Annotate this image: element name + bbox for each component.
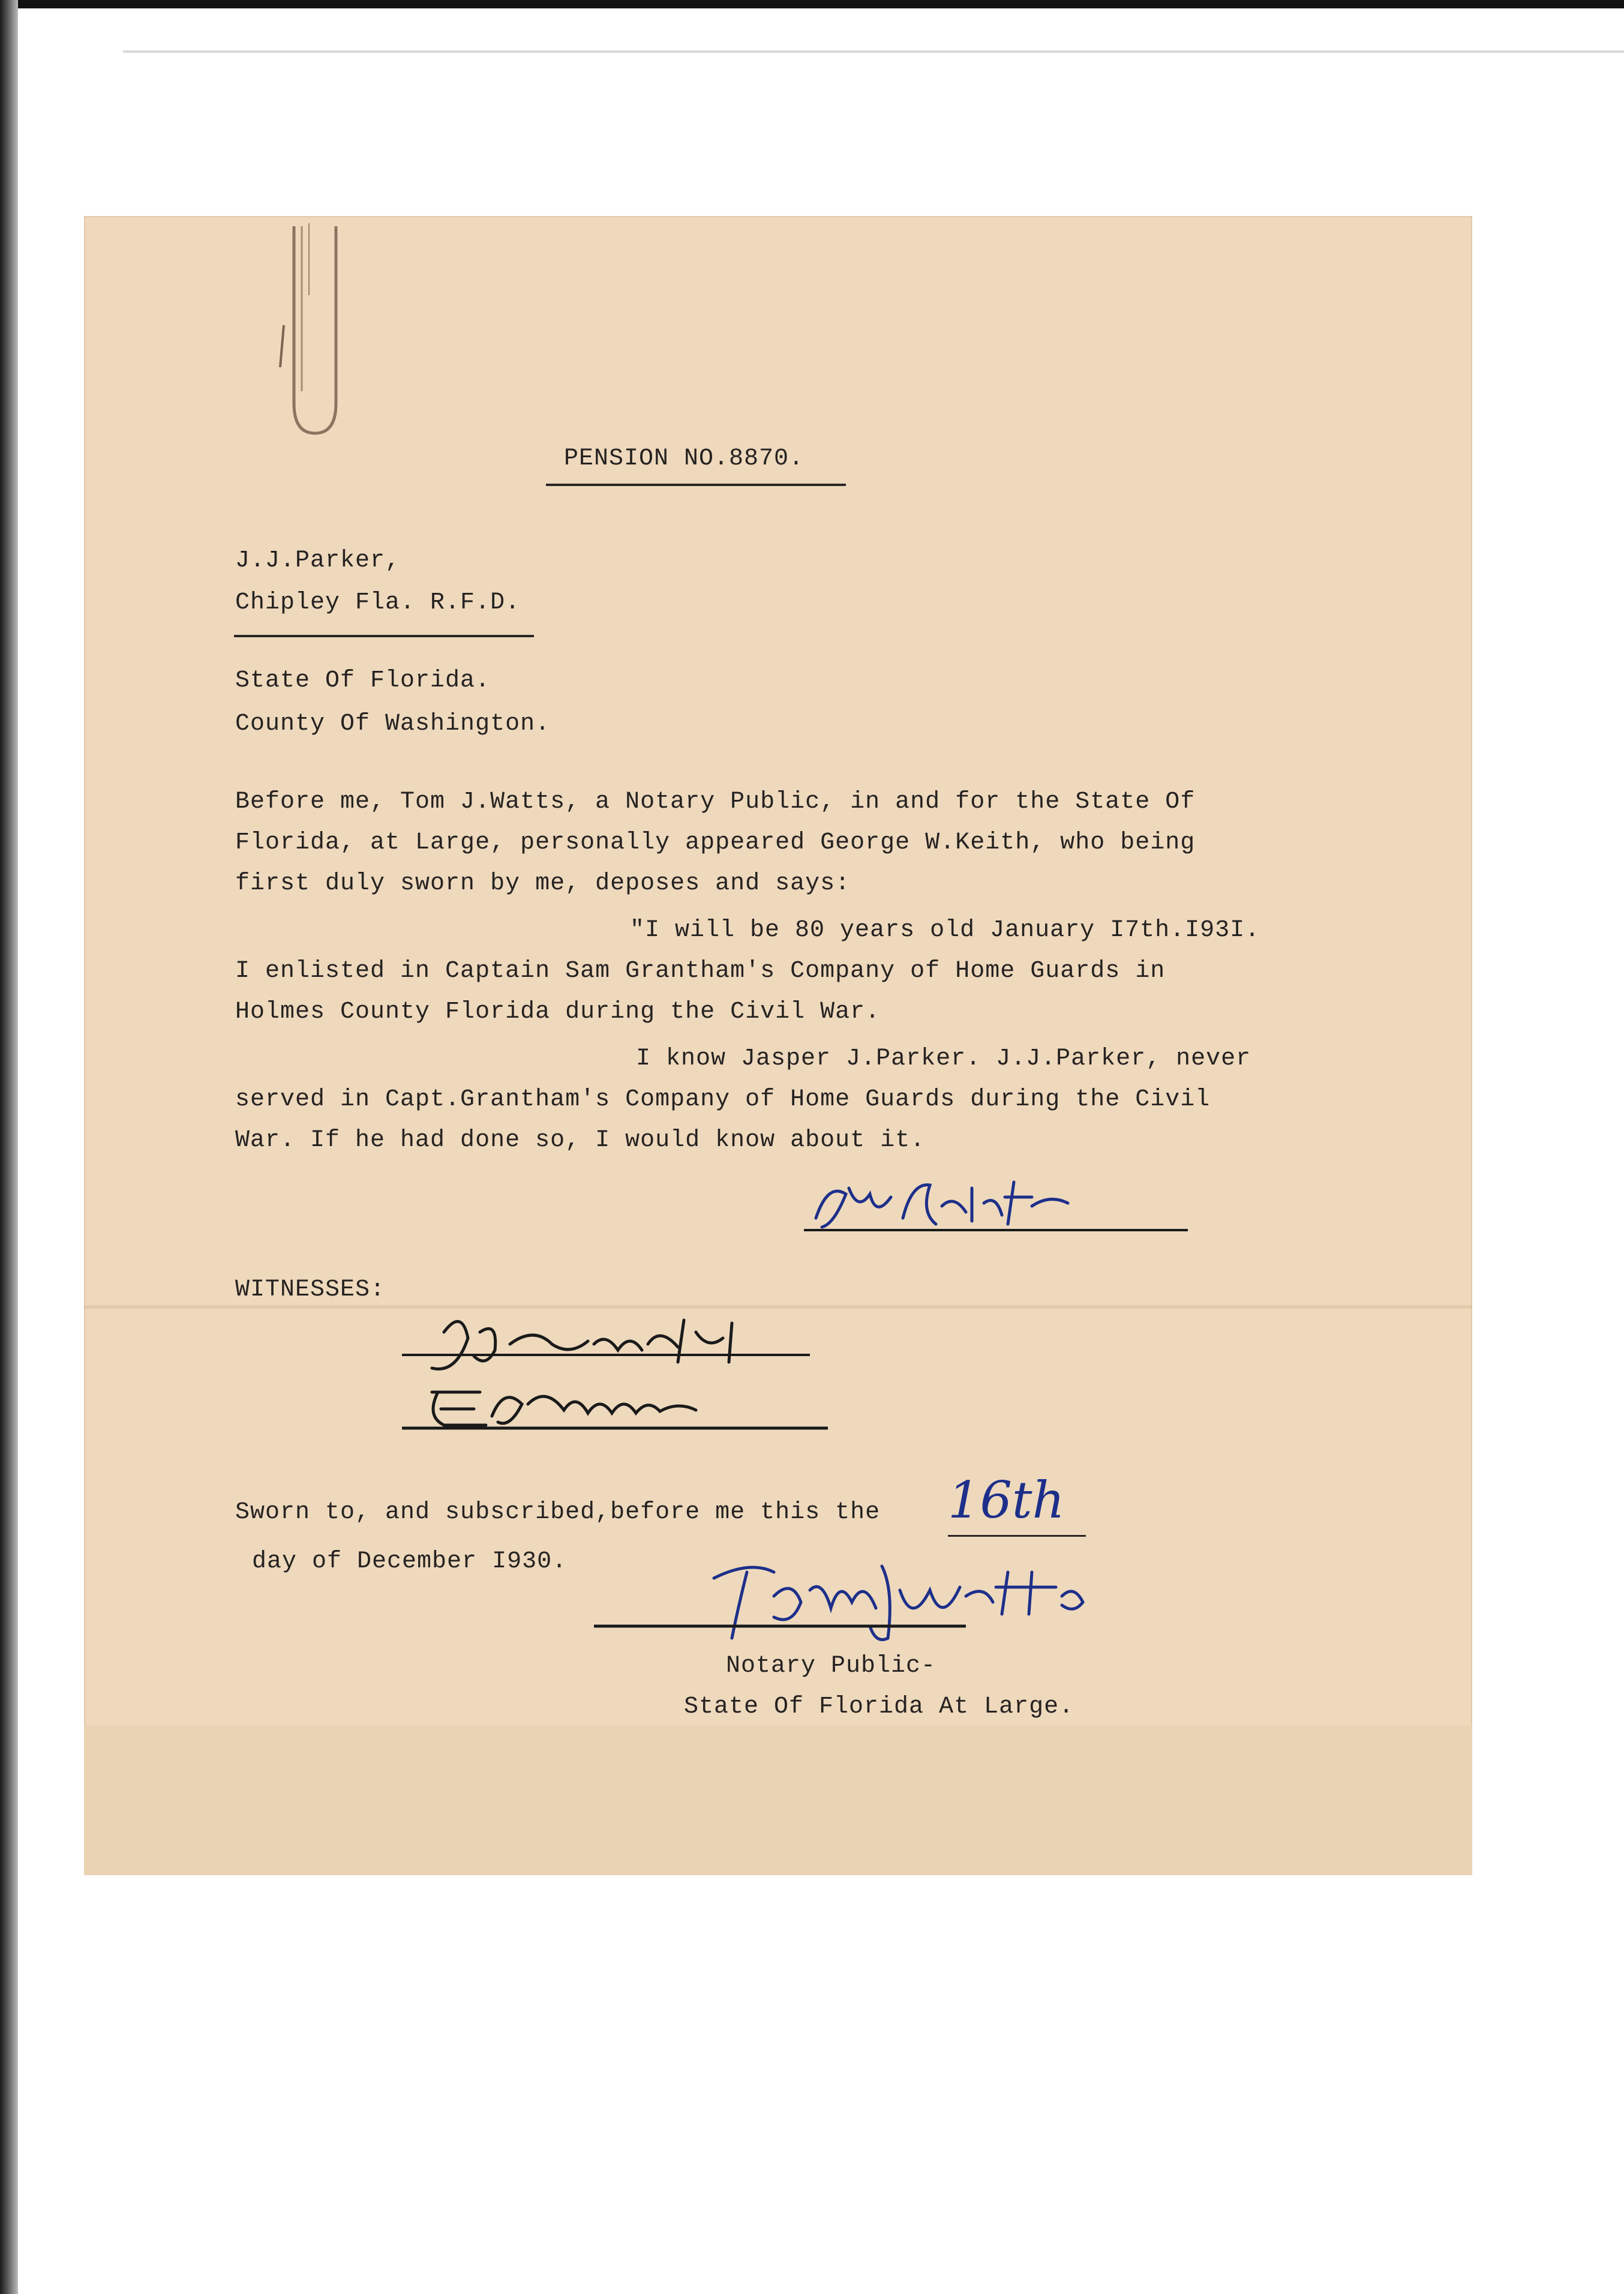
- jurat-day-underline: [948, 1535, 1086, 1537]
- heading-underline: [546, 484, 846, 486]
- body-line-1: Before me, Tom J.Watts, a Notary Public, in and for the State Of: [235, 788, 1196, 815]
- pension-number-heading: PENSION NO.8870.: [564, 445, 805, 472]
- venue-state: State Of Florida.: [235, 667, 491, 694]
- jurat-line-2: day of December I930.: [252, 1548, 568, 1575]
- affidavit-paper: [84, 216, 1472, 1875]
- witnesses-label: WITNESSES:: [235, 1276, 386, 1303]
- body-line-9: War. If he had done so, I would know about it.: [235, 1127, 926, 1154]
- addressee-name: J.J.Parker,: [235, 547, 401, 574]
- body-line-8: served in Capt.Grantham's Company of Home Guards during the Civil: [235, 1086, 1211, 1113]
- scan-left-edge: [0, 0, 18, 2294]
- scan-top-edge: [0, 0, 1624, 8]
- venue-county: County Of Washington.: [235, 710, 551, 737]
- affiant-signature: [792, 1170, 1212, 1242]
- paper-clip-mark: [219, 223, 363, 439]
- address-underline: [234, 635, 534, 637]
- body-line-3: first duly sworn by me, deposes and says:: [235, 870, 851, 897]
- body-line-7: I know Jasper J.Parker. J.J.Parker, never: [636, 1045, 1251, 1072]
- jurat-line-1: Sworn to, and subscribed,before me this the: [235, 1499, 881, 1526]
- paper-bottom-band: [84, 1725, 1472, 1875]
- addressee-address: Chipley Fla. R.F.D.: [235, 589, 521, 616]
- body-line-2: Florida, at Large, personally appeared George W.Keith, who being: [235, 829, 1196, 856]
- notary-signature: [594, 1554, 1110, 1650]
- witness-signature-2: [396, 1368, 828, 1440]
- body-line-4: "I will be 80 years old January I7th.I93I.: [630, 917, 1260, 944]
- mat-border-line: [123, 50, 1624, 53]
- notary-title-line-1: Notary Public-: [726, 1653, 936, 1680]
- jurat-day-handwritten: 16th: [948, 1471, 1065, 1530]
- body-line-5: I enlisted in Captain Sam Grantham's Company of Home Guards in: [235, 958, 1166, 985]
- body-line-6: Holmes County Florida during the Civil War.: [235, 998, 881, 1025]
- notary-title-line-2: State Of Florida At Large.: [684, 1693, 1074, 1720]
